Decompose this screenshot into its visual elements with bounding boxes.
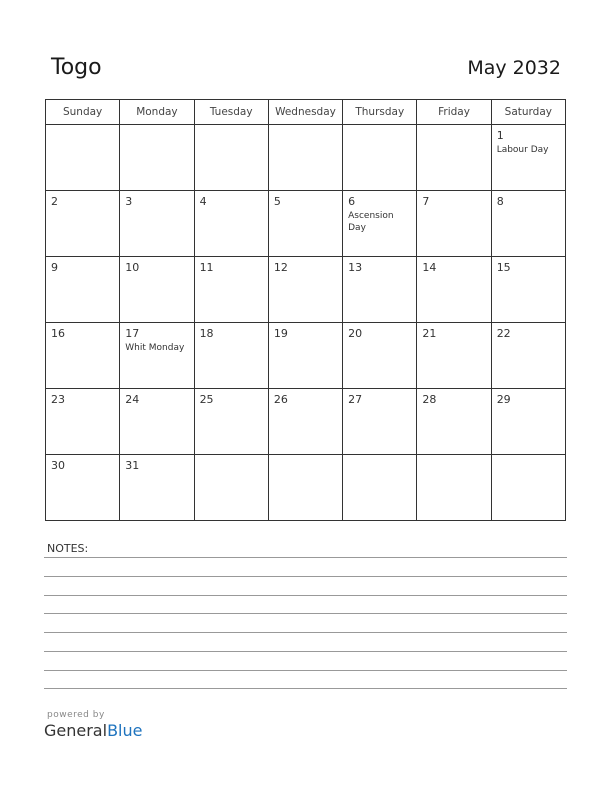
day-number: 3 bbox=[125, 195, 133, 208]
calendar-day-cell bbox=[343, 389, 417, 455]
calendar-week-row bbox=[46, 257, 566, 323]
calendar-day-cell bbox=[46, 257, 120, 323]
day-number: 1 bbox=[496, 129, 504, 142]
calendar-week-row bbox=[46, 455, 566, 521]
note-line bbox=[44, 688, 567, 689]
brand-logo bbox=[44, 721, 142, 740]
calendar-day-cell bbox=[46, 389, 120, 455]
day-number: 13 bbox=[348, 261, 363, 274]
weekday-header: Saturday bbox=[491, 100, 565, 125]
weekday-header: Sunday bbox=[46, 100, 120, 125]
calendar-day-cell bbox=[417, 323, 491, 389]
day-number: 28 bbox=[422, 393, 437, 406]
calendar-day-cell bbox=[120, 323, 194, 389]
calendar-day-cell bbox=[120, 257, 194, 323]
calendar-day-cell bbox=[343, 257, 417, 323]
notes-label: NOTES: bbox=[47, 542, 89, 555]
day-number: 6 bbox=[348, 195, 356, 208]
holiday-label: Whit Monday bbox=[125, 343, 185, 353]
page-title: Togo bbox=[51, 55, 102, 80]
day-number: 29 bbox=[496, 393, 511, 406]
weekday-header: Thursday bbox=[343, 100, 417, 125]
calendar-day-cell bbox=[268, 323, 342, 389]
calendar-day-cell bbox=[491, 125, 565, 191]
day-number: 24 bbox=[125, 393, 140, 406]
day-number: 16 bbox=[51, 327, 65, 340]
day-number: 7 bbox=[422, 195, 430, 208]
calendar-day-cell bbox=[268, 125, 342, 191]
calendar-grid bbox=[45, 99, 566, 521]
calendar-day-cell bbox=[343, 323, 417, 389]
calendar-day-cell bbox=[417, 257, 491, 323]
calendar-week-row bbox=[46, 191, 566, 257]
calendar-day-cell bbox=[268, 455, 342, 521]
day-number: 30 bbox=[51, 459, 65, 472]
day-number: 20 bbox=[348, 327, 363, 340]
weekday-header: Wednesday bbox=[268, 100, 342, 125]
calendar-day-cell bbox=[120, 125, 194, 191]
calendar-week-row bbox=[46, 125, 566, 191]
note-line bbox=[44, 651, 567, 652]
calendar-week-row bbox=[46, 389, 566, 455]
calendar-day-cell bbox=[194, 455, 268, 521]
brand-general: General bbox=[44, 721, 108, 740]
calendar-week-row bbox=[46, 323, 566, 389]
calendar-day-cell bbox=[120, 389, 194, 455]
day-number: 9 bbox=[51, 261, 58, 274]
day-number: 4 bbox=[199, 195, 207, 208]
day-number: 10 bbox=[125, 261, 140, 274]
calendar-day-cell bbox=[491, 455, 565, 521]
holiday-label: Ascension Day bbox=[348, 211, 394, 233]
calendar-day-cell bbox=[194, 191, 268, 257]
calendar-day-cell bbox=[491, 191, 565, 257]
calendar-day-cell bbox=[46, 455, 120, 521]
calendar-day-cell bbox=[46, 125, 120, 191]
day-number: 22 bbox=[496, 327, 511, 340]
day-number: 27 bbox=[348, 393, 363, 406]
calendar-day-cell bbox=[268, 191, 342, 257]
weekday-header: Monday bbox=[120, 100, 194, 125]
calendar-day-cell bbox=[491, 389, 565, 455]
calendar-day-cell bbox=[343, 125, 417, 191]
note-line bbox=[44, 670, 567, 671]
weekday-header: Tuesday bbox=[194, 100, 268, 125]
calendar-day-cell bbox=[417, 389, 491, 455]
day-number: 23 bbox=[51, 393, 65, 406]
note-line bbox=[44, 613, 567, 614]
calendar-day-cell bbox=[491, 257, 565, 323]
calendar-day-cell bbox=[194, 323, 268, 389]
calendar-day-cell bbox=[343, 191, 417, 257]
day-number: 8 bbox=[496, 195, 504, 208]
calendar-day-cell bbox=[46, 191, 120, 257]
calendar-day-cell bbox=[417, 191, 491, 257]
day-number: 17 bbox=[125, 327, 140, 340]
calendar-day-cell bbox=[268, 389, 342, 455]
month-year-label: May 2032 bbox=[467, 57, 561, 79]
day-number: 19 bbox=[273, 327, 288, 340]
calendar-day-cell bbox=[194, 125, 268, 191]
day-number: 11 bbox=[199, 261, 214, 274]
brand-blue: Blue bbox=[107, 721, 143, 740]
day-number: 18 bbox=[199, 327, 214, 340]
calendar-day-cell bbox=[120, 455, 194, 521]
calendar-day-cell bbox=[417, 455, 491, 521]
calendar-day-cell bbox=[491, 323, 565, 389]
weekday-header: Friday bbox=[417, 100, 491, 125]
calendar-day-cell bbox=[194, 389, 268, 455]
note-line bbox=[44, 632, 567, 633]
weekday-header-row bbox=[46, 100, 566, 125]
calendar-day-cell bbox=[46, 323, 120, 389]
day-number: 2 bbox=[51, 195, 58, 208]
calendar-day-cell bbox=[417, 125, 491, 191]
powered-by-label: powered by bbox=[47, 710, 105, 720]
note-line bbox=[44, 557, 567, 558]
holiday-label: Labour Day bbox=[496, 145, 549, 155]
day-number: 5 bbox=[273, 195, 281, 208]
calendar-day-cell bbox=[120, 191, 194, 257]
note-line bbox=[44, 595, 567, 596]
day-number: 15 bbox=[496, 261, 511, 274]
note-line bbox=[44, 576, 567, 577]
day-number: 26 bbox=[273, 393, 288, 406]
day-number: 14 bbox=[422, 261, 437, 274]
day-number: 31 bbox=[125, 459, 140, 472]
day-number: 25 bbox=[199, 393, 214, 406]
day-number: 21 bbox=[422, 327, 437, 340]
day-number: 12 bbox=[273, 261, 288, 274]
calendar-day-cell bbox=[194, 257, 268, 323]
calendar-day-cell bbox=[343, 455, 417, 521]
calendar-day-cell bbox=[268, 257, 342, 323]
